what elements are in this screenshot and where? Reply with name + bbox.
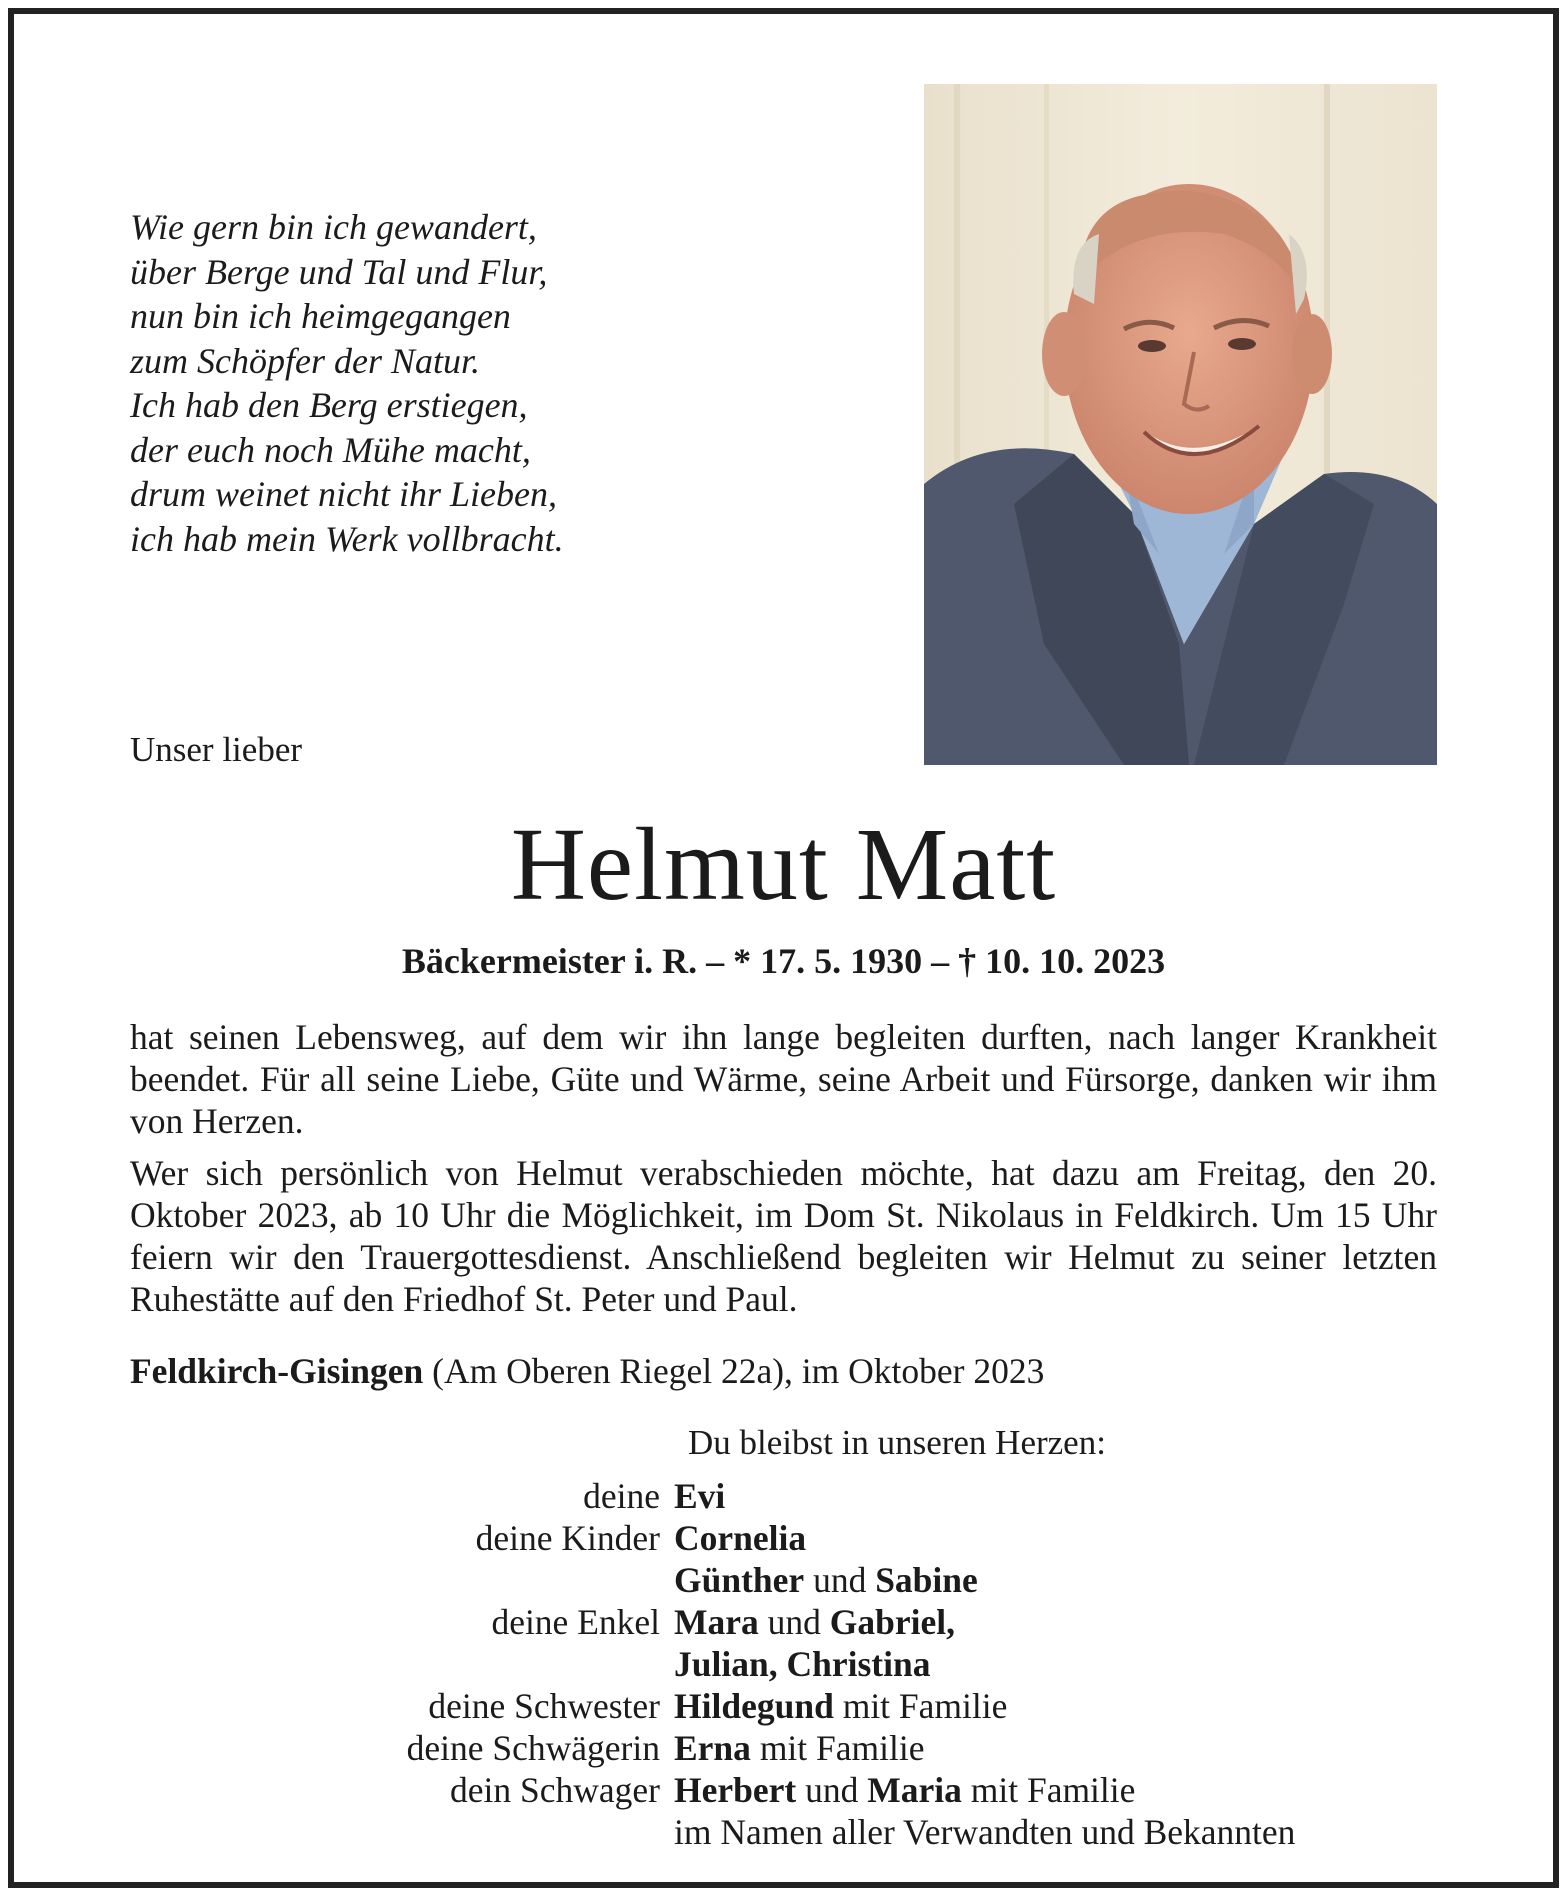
profession-dates: Bäckermeister i. R. – * 17. 5. 1930 – † 10. 10. 2023 <box>401 941 1166 981</box>
mourner-row <box>130 1475 1295 1517</box>
poem-line: drum weinet nicht ihr Lieben, <box>130 474 557 514</box>
mourner-row <box>130 1643 1295 1685</box>
place-town: Feldkirch-Gisingen <box>130 1351 424 1391</box>
mourner-name: Mara <box>674 1602 759 1642</box>
mourner-name: Sabine <box>875 1560 978 1600</box>
obituary-text <box>130 1016 1437 1330</box>
place-date-line <box>130 1350 1044 1392</box>
poem <box>130 205 650 561</box>
mourner-row <box>130 1769 1295 1811</box>
closing-line: im Namen aller Verwandten und Bekannten <box>674 1812 1296 1852</box>
poem-line: Wie gern bin ich gewandert, <box>130 207 537 247</box>
relation: deine <box>583 1476 660 1516</box>
connector: mit Familie <box>961 1770 1136 1810</box>
mourner-name: Hildegund <box>674 1686 834 1726</box>
paragraph: Wer sich persönlich von Helmut verabschieden möchte, hat dazu am Freitag, den 20. Oktober 2023, ab 10 Uhr die Möglichkeit, im Dom St. Nikolaus in Feldkirch. Um 15 Uhr feiern wir den Trauergottesdienst. Anschließend begleiten wir Helmut zu seiner letzten Ruhestätte auf den Friedhof St. Peter und Paul. <box>130 1153 1437 1319</box>
poem-line: Ich hab den Berg erstiegen, <box>130 385 528 425</box>
mourner-name: Julian, Christina <box>674 1644 931 1684</box>
connector: und <box>758 1602 830 1642</box>
mourner-name: Günther <box>674 1560 805 1600</box>
connector: und <box>804 1560 876 1600</box>
mourner-name: Evi <box>674 1476 726 1516</box>
connector: mit Familie <box>750 1728 925 1768</box>
mourner-row <box>130 1685 1295 1727</box>
deceased-name: Helmut Matt <box>510 807 1057 922</box>
intro-text: Unser lieber <box>130 730 303 769</box>
poem-line: nun bin ich heimgegangen <box>130 296 511 336</box>
mourner-name: Gabriel, <box>829 1602 955 1642</box>
relation: deine Schwägerin <box>406 1728 660 1768</box>
connector: mit Familie <box>833 1686 1008 1726</box>
heart-line: Du bleibst in unseren Herzen: <box>688 1423 1106 1462</box>
portrait-photo <box>924 84 1437 765</box>
mourner-row <box>130 1601 1295 1643</box>
mourner-row <box>130 1559 1295 1601</box>
poem-line: zum Schöpfer der Natur. <box>130 340 480 381</box>
mourner-row <box>130 1727 1295 1769</box>
mourner-row <box>130 1517 1295 1559</box>
mourner-row <box>130 1811 1295 1853</box>
poem-line: über Berge und Tal und Flur, <box>130 251 548 292</box>
place-rest: (Am Oberen Riegel 22a), im Oktober 2023 <box>423 1351 1045 1391</box>
relation: dein Schwager <box>450 1770 660 1810</box>
relation <box>130 1559 674 1601</box>
relation <box>130 1643 674 1685</box>
mourner-name: Erna <box>674 1728 751 1768</box>
poem-line: der euch noch Mühe macht, <box>130 429 531 470</box>
paragraph: hat seinen Lebensweg, auf dem wir ihn lange begleiten durften, nach langer Krankheit beendet. Für all seine Liebe, Güte und Wärme, seine Arbeit und Fürsorge, danken wir ihm von Herzen. <box>130 1017 1437 1141</box>
relation: deine Enkel <box>491 1602 660 1642</box>
poem-line: ich hab mein Werk vollbracht. <box>130 518 564 559</box>
mourner-name: Maria <box>867 1770 962 1810</box>
relation <box>130 1811 674 1853</box>
mourners-list <box>130 1475 1295 1853</box>
relation: deine Kinder <box>475 1518 660 1558</box>
mourner-name: Cornelia <box>674 1518 807 1558</box>
relation: deine Schwester <box>428 1686 660 1726</box>
connector: und <box>796 1770 868 1810</box>
mourner-name: Herbert <box>674 1770 797 1810</box>
